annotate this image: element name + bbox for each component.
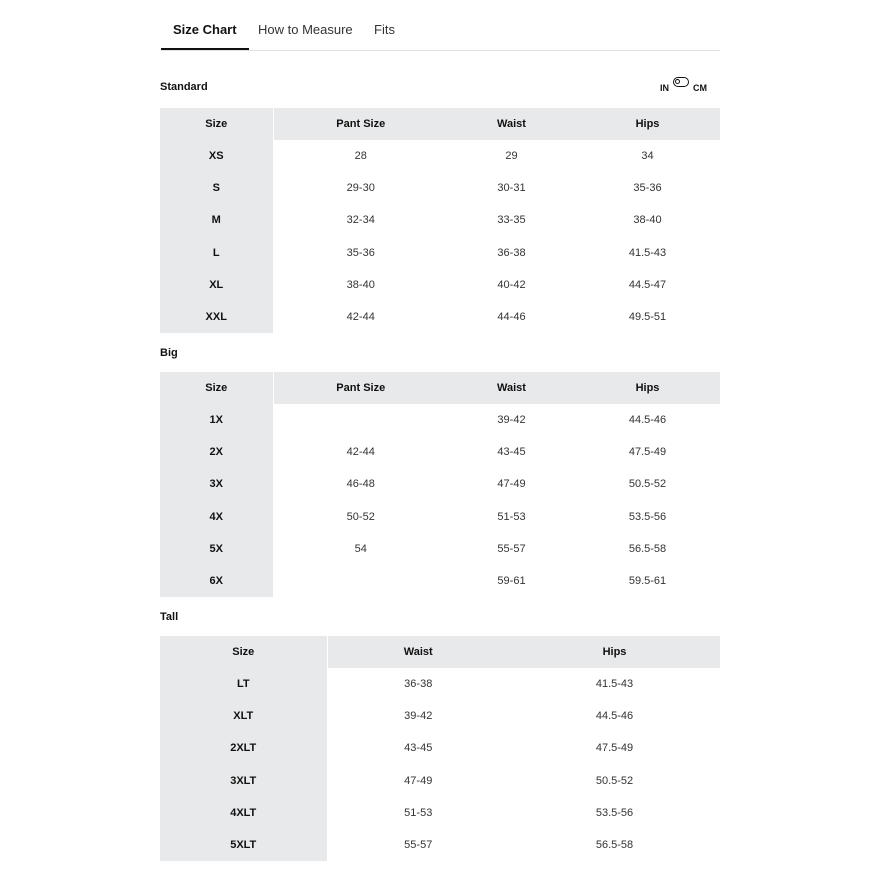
table-row: [160, 237, 720, 269]
table-cell: 39-42: [497, 414, 526, 427]
size-cell: 5XLT: [160, 829, 327, 861]
table-row: [160, 269, 720, 301]
table-cell: 28: [354, 150, 367, 163]
size-cell: 4XLT: [160, 797, 327, 829]
table-cell: 55-57: [497, 542, 526, 555]
column-header: Size: [160, 636, 327, 668]
table-cell: 44-46: [497, 311, 526, 324]
size-cell: S: [160, 172, 273, 204]
tab-how-to-measure[interactable]: How to Measure: [258, 22, 353, 37]
table-cell: [273, 565, 448, 597]
table-cell: 44.5-47: [628, 278, 667, 291]
table-cell: 44.5-46: [595, 710, 634, 723]
table-cell: 38-40: [633, 214, 662, 227]
table-row: [160, 765, 720, 797]
table-cell: 56.5-58: [628, 542, 667, 555]
column-header: Hips: [575, 108, 720, 140]
table-cell: 41.5-43: [595, 678, 634, 691]
table-cell: 51-53: [404, 806, 433, 819]
column-header: Pant Size: [273, 108, 448, 140]
table-cell: 51-53: [497, 510, 526, 523]
standard-size-table: [160, 108, 720, 333]
size-cell: 6X: [160, 565, 273, 597]
size-cell: XXL: [160, 301, 273, 333]
table-cell: 55-57: [404, 839, 433, 852]
table-cell: 56.5-58: [595, 839, 634, 852]
table-row: [160, 172, 720, 204]
size-cell: XS: [160, 140, 273, 172]
table-cell: 35-36: [346, 246, 375, 259]
table-row: [160, 797, 720, 829]
size-cell: M: [160, 204, 273, 236]
section-title-big: Big: [160, 347, 178, 359]
tab-fits[interactable]: Fits: [374, 22, 395, 37]
table-cell: 41.5-43: [628, 246, 667, 259]
column-header: Hips: [575, 372, 720, 404]
table-row: [160, 436, 720, 468]
column-header: Size: [160, 372, 273, 404]
big-size-table: [160, 372, 720, 597]
table-cell: 36-38: [404, 678, 433, 691]
size-cell: 2X: [160, 436, 273, 468]
table-cell: 46-48: [346, 478, 375, 491]
table-header-row: [160, 108, 720, 140]
table-row: [160, 732, 720, 764]
size-cell: L: [160, 237, 273, 269]
table-cell: 29-30: [346, 182, 375, 195]
table-cell: 53.5-56: [595, 806, 634, 819]
table-cell: 30-31: [497, 182, 526, 195]
table-row: [160, 501, 720, 533]
table-cell: 47-49: [497, 478, 526, 491]
table-cell: 33-35: [497, 214, 526, 227]
table-row: [160, 700, 720, 732]
table-cell: 47.5-49: [595, 742, 634, 755]
table-row: [160, 533, 720, 565]
tab-size-chart[interactable]: Size Chart: [161, 14, 249, 50]
table-row: [160, 301, 720, 333]
table-cell: 40-42: [497, 278, 526, 291]
column-header: Pant Size: [273, 372, 448, 404]
table-row: [160, 204, 720, 236]
table-cell: 54: [354, 542, 367, 555]
unit-label-in: IN: [660, 83, 669, 93]
size-cell: XL: [160, 269, 273, 301]
table-cell: 39-42: [404, 710, 433, 723]
size-cell: 5X: [160, 533, 273, 565]
table-cell: 50.5-52: [628, 478, 667, 491]
table-row: [160, 468, 720, 500]
toggle-knob-icon: [675, 79, 680, 84]
table-cell: 38-40: [346, 278, 375, 291]
column-header: Waist: [448, 108, 575, 140]
table-cell: [273, 404, 448, 436]
unit-toggle: [660, 77, 720, 95]
table-cell: 47.5-49: [628, 446, 667, 459]
column-header: Waist: [448, 372, 575, 404]
table-cell: 29: [505, 150, 518, 163]
table-cell: 36-38: [497, 246, 526, 259]
table-row: [160, 829, 720, 861]
unit-switch[interactable]: [673, 77, 689, 87]
table-cell: 34: [641, 150, 654, 163]
table-row: [160, 668, 720, 700]
tall-size-table: [160, 636, 721, 861]
size-cell: 1X: [160, 404, 273, 436]
table-header-row: [160, 372, 720, 404]
table-cell: 43-45: [497, 446, 526, 459]
size-cell: 3XLT: [160, 765, 327, 797]
table-cell: 59-61: [497, 575, 526, 588]
size-cell: 2XLT: [160, 732, 327, 764]
section-title-tall: Tall: [160, 611, 179, 623]
table-cell: 32-34: [346, 214, 375, 227]
table-cell: 42-44: [346, 446, 375, 459]
table-cell: 47-49: [404, 774, 433, 787]
column-header: Waist: [327, 636, 509, 668]
column-header: Hips: [509, 636, 720, 668]
table-cell: 35-36: [633, 182, 662, 195]
table-row: [160, 565, 720, 597]
size-cell: 3X: [160, 468, 273, 500]
table-cell: 42-44: [346, 311, 375, 324]
table-cell: 50-52: [346, 510, 375, 523]
table-row: [160, 140, 720, 172]
tab-bar: [161, 14, 720, 51]
column-header: Size: [160, 108, 273, 140]
size-cell: 4X: [160, 501, 273, 533]
table-cell: 59.5-61: [628, 575, 667, 588]
table-cell: 53.5-56: [628, 510, 667, 523]
table-header-row: [160, 636, 720, 668]
size-cell: LT: [160, 668, 327, 700]
table-cell: 43-45: [404, 742, 433, 755]
size-cell: XLT: [160, 700, 327, 732]
table-cell: 44.5-46: [628, 414, 667, 427]
table-cell: 50.5-52: [595, 774, 634, 787]
unit-label-cm: CM: [693, 83, 707, 93]
section-title-standard: Standard: [160, 81, 208, 93]
table-row: [160, 404, 720, 436]
table-cell: 49.5-51: [628, 311, 667, 324]
